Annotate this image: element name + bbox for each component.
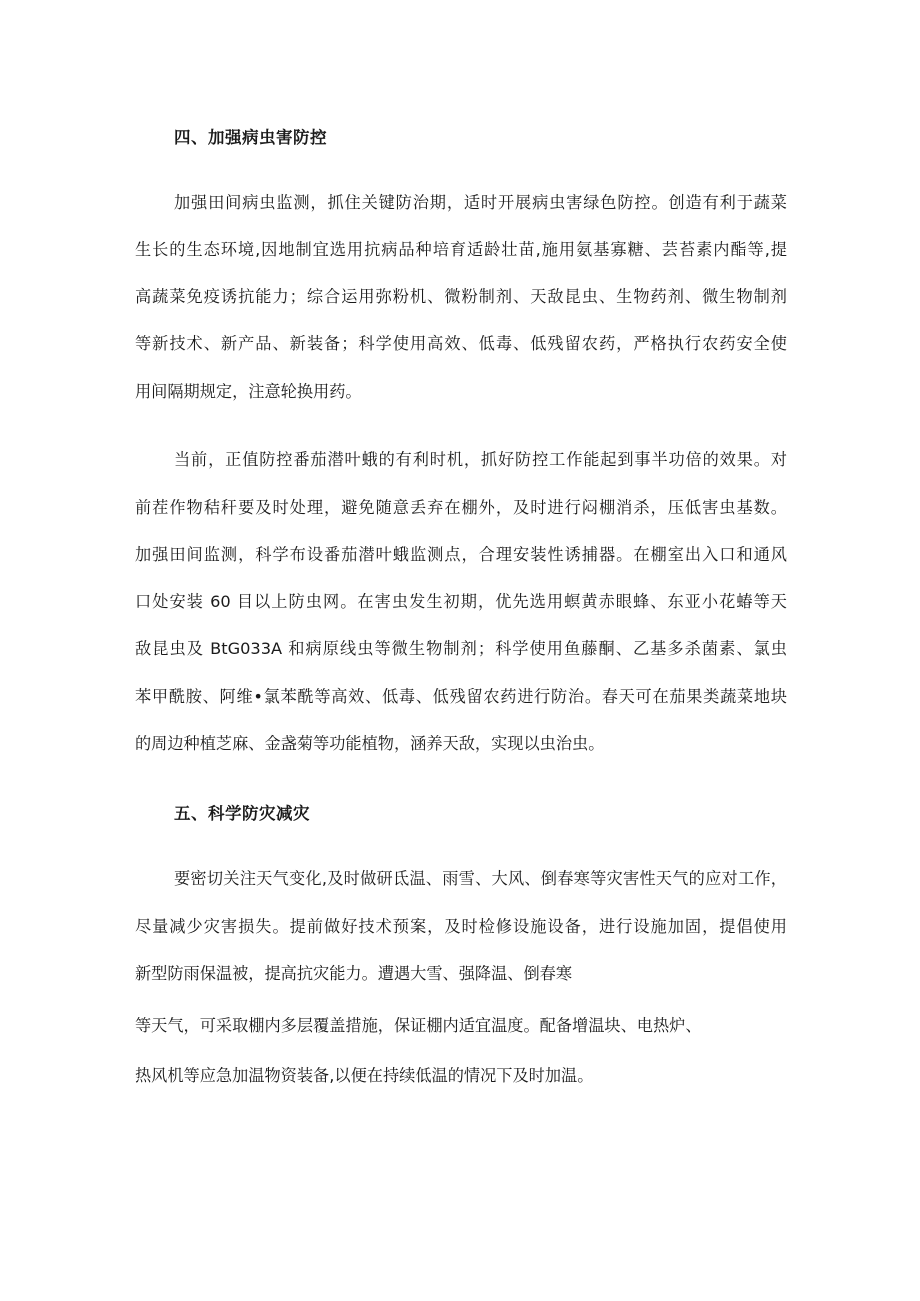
- paragraph-line: 等新技术、新产品、新装备；科学使用高效、低毒、低残留农药，严格执行农药安全使: [135, 334, 787, 353]
- paragraph-line: 苯甲酰胺、阿维•氯苯酰等高效、低毒、低残留农药进行防治。春天可在茄果类蔬菜地块: [135, 687, 787, 706]
- paragraph-line: 要密切关注天气变化,及时做研氐温、雨雪、大风、倒春寒等灾害性天气的应对工作，: [174, 869, 787, 888]
- paragraph-line: 的周边种植芝麻、金盏菊等功能植物，涵养天敌，实现以虫治虫。: [135, 734, 605, 753]
- paragraph-line: 等天气，可采取棚内多层覆盖措施，保证棚内适宜温度。配备增温块、电热炉、: [135, 1016, 702, 1035]
- paragraph-line: 前茬作物秸秆要及时处理，避免随意丢弃在棚外，及时进行闷棚消杀，压低害虫基数。: [135, 498, 787, 517]
- paragraph-line: 加强田间病虫监测，抓住关键防治期，适时开展病虫害绿色防控。创造有利于蔬菜: [174, 193, 787, 212]
- paragraph-line: 生长的生态环境,因地制宜选用抗病品种培育适龄壮苗,施用氨基寡糖、芸苔素内酯等,提: [135, 240, 787, 259]
- paragraph-line: 尽量减少灾害损失。提前做好技术预案，及时检修设施设备，进行设施加固，提倡使用: [135, 917, 787, 936]
- section-5-heading: 五、科学防灾减灾: [174, 804, 310, 823]
- paragraph-line: 敌昆虫及 BtG033A 和病原线虫等微生物制剂；科学使用鱼藤酮、乙基多杀菌素、氯虫: [135, 639, 787, 658]
- paragraph-line: 当前，正值防控番茄潜叶蛾的有利时机，抓好防控工作能起到事半功倍的效果。对: [174, 450, 787, 469]
- paragraph-line: 用间隔期规定，注意轮换用药。: [135, 382, 362, 401]
- paragraph-line: 口处安装 60 目以上防虫网。在害虫发生初期，优先选用螟黄赤眼蜂、东亚小花蝽等天: [135, 592, 787, 611]
- section-4-heading: 四、加强病虫害防控: [174, 128, 327, 147]
- paragraph-line: 新型防雨保温被，提高抗灾能力。遭遇大雪、强降温、倒春寒: [135, 964, 573, 983]
- paragraph-line: 热风机等应急加温物资装备,以便在持续低温的情况下及时加温。: [135, 1066, 594, 1085]
- paragraph-line: 加强田间监测，科学布设番茄潜叶蛾监测点，合理安装性诱捕器。在棚室出入口和通风: [135, 545, 787, 564]
- paragraph-line: 高蔬菜免疫诱抗能力；综合运用弥粉机、微粉制剂、天敌昆虫、生物药剂、微生物制剂: [135, 287, 787, 306]
